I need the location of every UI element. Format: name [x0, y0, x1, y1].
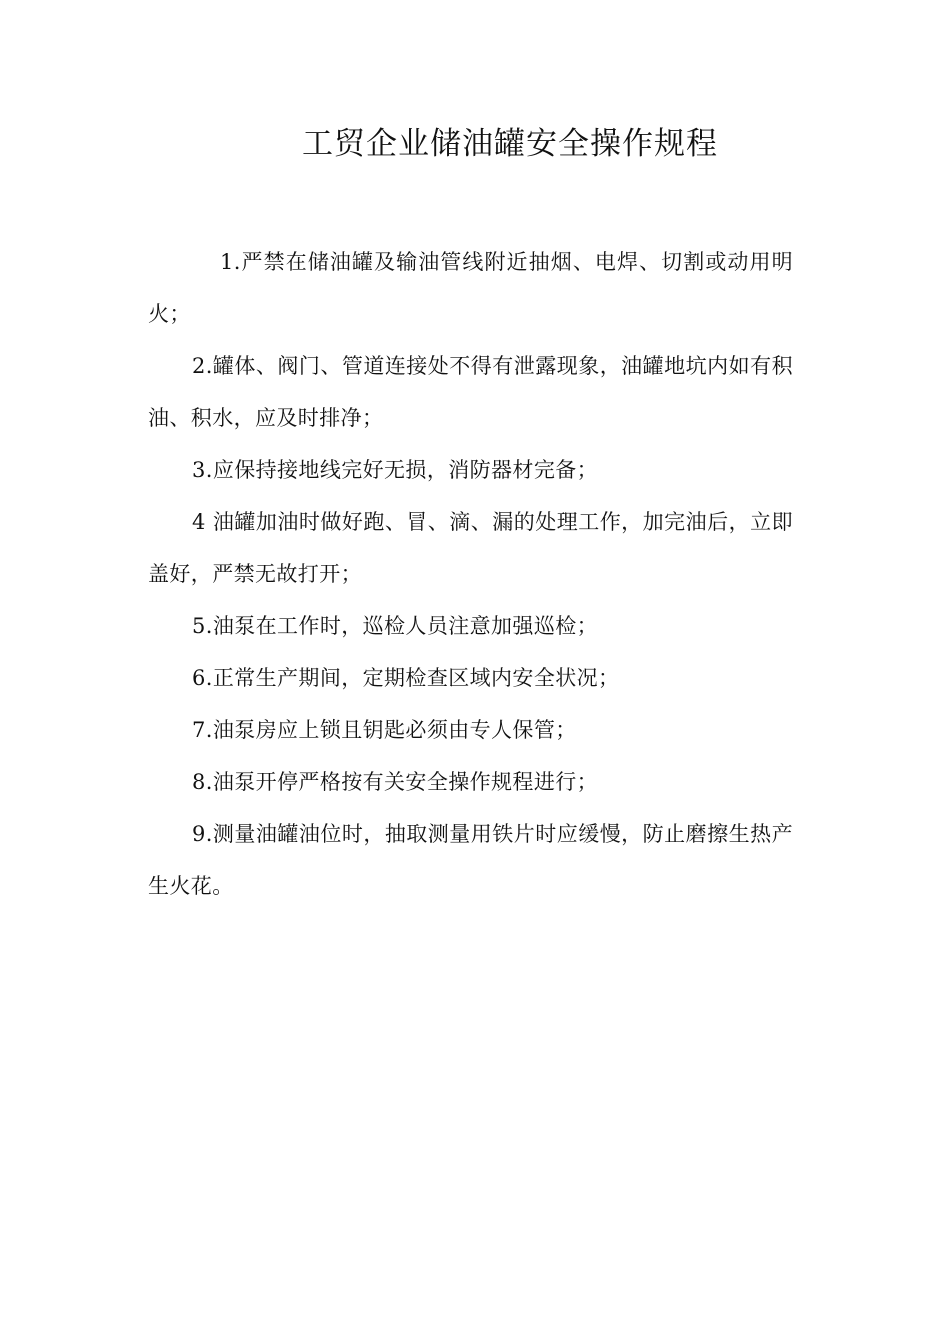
document-body: [148, 236, 793, 912]
rule-paragraph-8: 8.油泵开停严格按有关安全操作规程进行；: [192, 770, 599, 794]
rule-paragraph-4: 4 油罐加油时做好跑、冒、滴、漏的处理工作，加完油后，立即盖好，严禁无故打开；: [148, 510, 793, 586]
document-title: 工贸企业储油罐安全操作规程: [302, 126, 718, 162]
rule-paragraph-3: 3.应保持接地线完好无损，消防器材完备；: [192, 458, 599, 482]
rule-paragraph-2: 2.罐体、阀门、管道连接处不得有泄露现象，油罐地坑内如有积油、积水，应及时排净；: [148, 354, 793, 430]
rule-paragraph-7: 7.油泵房应上锁且钥匙必须由专人保管；: [192, 718, 577, 742]
rule-paragraph-1: 1.严禁在储油罐及输油管线附近抽烟、电焊、切割或动用明火；: [148, 250, 793, 326]
rule-paragraph-6: 6.正常生产期间，定期检查区域内安全状况；: [192, 666, 620, 690]
rule-paragraph-9: 9.测量油罐油位时，抽取测量用铁片时应缓慢，防止磨擦生热产生火花。: [148, 822, 793, 898]
rule-paragraph-5: 5.油泵在工作时，巡检人员注意加强巡检；: [192, 614, 599, 638]
